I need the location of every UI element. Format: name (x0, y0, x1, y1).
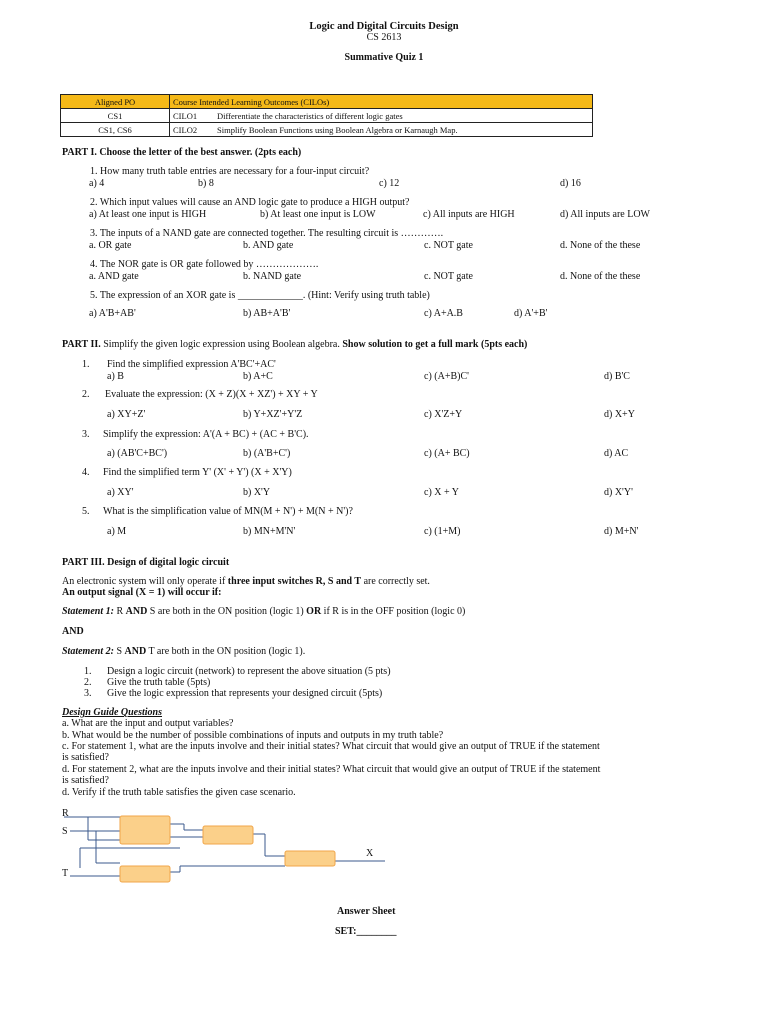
choice-c: c) 12 (379, 178, 400, 189)
statement-2-label: Statement 2: (62, 646, 114, 657)
choice-b: b) MN+M'N' (243, 526, 296, 537)
part3-condition: An output signal (X = 1) will occur if: (62, 587, 222, 598)
question-number: 5. (82, 506, 90, 517)
question-number: 4. (82, 467, 90, 478)
guide-item: d. For statement 2, what are the inputs involve and their initial states? What circuit that would give an output of TRUE if the statement (62, 764, 601, 775)
task-number: 1. (84, 666, 92, 677)
document-title: Logic and Digital Circuits Design (309, 21, 459, 32)
choice-d: d) AC (604, 448, 629, 459)
question-number: 1. (82, 359, 90, 370)
output-label-x: X (366, 848, 374, 859)
table-row (61, 109, 593, 123)
choice-a: a. OR gate (89, 240, 132, 251)
set-label: SET: (335, 926, 357, 937)
statement-2 (62, 646, 305, 658)
table-cell-desc: Differentiate the characteristics of different logic gates (214, 109, 593, 123)
guide-item: c. For statement 1, what are the inputs involve and their initial states? What circuit that would give an output of TRUE if the statement (62, 741, 600, 752)
task-text: Design a logic circuit (network) to represent the above situation (5 pts) (107, 666, 391, 677)
choice-c: c. NOT gate (424, 240, 473, 251)
choice-c: c) X'Z+Y (424, 409, 463, 420)
answer-sheet-title: Answer Sheet (337, 906, 396, 917)
table-cell-code: CILO1 (170, 109, 215, 123)
question-text: Simplify the expression: A'(A + BC) + (AC + B'C). (103, 429, 309, 440)
part3-heading: PART III. Design of digital logic circuit (62, 557, 230, 568)
logic-gate-3 (120, 866, 170, 882)
table-cell-code: CILO2 (170, 123, 215, 137)
table-header-cilo: Course Intended Learning Outcomes (CILOs) (170, 95, 593, 109)
choice-b: b) Y+XZ'+Y'Z (243, 409, 303, 420)
choice-d: d) A'+B' (514, 308, 548, 319)
choice-a: a) XY+Z' (107, 409, 146, 420)
choice-c: c) A+A.B (424, 308, 463, 319)
choice-c: c) (A+B)C' (424, 371, 469, 382)
choice-d: d) All inputs are LOW (560, 209, 650, 220)
intro-text-end: are correctly set. (361, 576, 430, 587)
logic-gate-1 (120, 816, 170, 844)
choice-d: d. None of the these (560, 271, 641, 282)
statement-text: T are both in the ON position (logic 1). (146, 646, 306, 657)
statement-keyword: OR (306, 606, 322, 617)
input-label-r: R (62, 808, 69, 819)
choice-b: b. NAND gate (243, 271, 302, 282)
choice-b: b. AND gate (243, 240, 294, 251)
choice-b: b) A+C (243, 371, 273, 382)
statement-text: R (113, 606, 126, 617)
choice-d: d) B'C (604, 371, 630, 382)
choice-a: a) (AB'C+BC') (107, 448, 168, 459)
choice-b: b) At least one input is LOW (260, 209, 376, 220)
choice-a: a) XY' (107, 487, 134, 498)
table-cell-po: CS1, CS6 (61, 123, 170, 137)
logic-gate-output (285, 851, 335, 866)
table-cell-po: CS1 (61, 109, 170, 123)
statement-keyword: AND (125, 606, 148, 617)
and-connector: AND (62, 626, 84, 637)
choice-a: a) 4 (89, 178, 105, 189)
table-header-po: Aligned PO (61, 95, 170, 109)
choice-d: d) X+Y (604, 409, 635, 420)
choice-c: c) All inputs are HIGH (423, 209, 515, 220)
intro-emphasis: three input switches R, S and T (227, 576, 362, 587)
table-header-row (61, 95, 593, 109)
question-text: Find the simplified expression A'BC'+AC' (107, 359, 276, 370)
set-blank: ________ (356, 926, 397, 937)
course-code: CS 2613 (366, 32, 402, 43)
part3-intro (62, 576, 430, 588)
choice-d: d) M+N' (604, 526, 639, 537)
choice-a: a. AND gate (89, 271, 139, 282)
choice-c: c) (1+M) (424, 526, 461, 537)
task-text: Give the truth table (5pts) (107, 677, 211, 688)
guide-item: d. Verify if the truth table satisfies the given case scenario. (62, 787, 296, 798)
choice-d: d) 16 (560, 178, 581, 189)
choice-c: c) X + Y (424, 487, 459, 498)
statement-text: if R is in the OFF position (logic 0) (321, 606, 466, 617)
input-label-t: T (62, 868, 69, 879)
statement-1-label: Statement 1: (62, 606, 114, 617)
question-text: 3. The inputs of a NAND gate are connected together. The resulting circuit is …………. (90, 228, 444, 239)
choice-b: b) AB+A'B' (243, 308, 291, 319)
choice-b: b) (A'B+C') (243, 448, 291, 459)
question-text: Find the simplified term Y' (X' + Y') (X + X'Y) (103, 467, 292, 478)
guide-item: b. What would be the number of possible combinations of inputs and outputs in my truth table? (62, 730, 444, 741)
table-cell-desc: Simplify Boolean Functions using Boolean Algebra or Karnaugh Map. (214, 123, 593, 137)
task-number: 3. (84, 688, 92, 699)
guide-title: Design Guide Questions (62, 707, 163, 718)
choice-d: d. None of the these (560, 240, 641, 251)
choice-a: a) At least one input is HIGH (89, 209, 207, 220)
part2-heading-emphasis: Show solution to get a full mark (5pts each) (342, 339, 528, 350)
part2-heading-text: Simplify the given logic expression using Boolean algebra. (100, 339, 343, 350)
quiz-title: Summative Quiz 1 (344, 52, 424, 63)
choice-a: a) M (107, 526, 127, 537)
logic-circuit-diagram (60, 808, 390, 886)
choice-d: d) X'Y' (604, 487, 633, 498)
question-text: 1. How many truth table entries are necessary for a four-input circuit? (90, 166, 370, 177)
question-text: What is the simplification value of MN(M + N') + M(N + N')? (103, 506, 353, 517)
task-text: Give the logic expression that represents your designed circuit (5pts) (107, 688, 383, 699)
choice-c: c. NOT gate (424, 271, 473, 282)
statement-text: S are both in the ON position (logic 1) (147, 606, 307, 617)
part1-heading: PART I. Choose the letter of the best answer. (2pts each) (62, 147, 302, 158)
part2-heading (62, 339, 527, 351)
task-number: 2. (84, 677, 92, 688)
guide-item: is satisfied? (62, 775, 109, 786)
question-number: 3. (82, 429, 90, 440)
choice-c: c) (A+ BC) (424, 448, 470, 459)
statement-keyword: AND (124, 646, 147, 657)
question-number: 2. (82, 389, 90, 400)
cilo-table (60, 94, 593, 137)
choice-b: b) X'Y (243, 487, 271, 498)
statement-text: S (113, 646, 125, 657)
intro-text: An electronic system will only operate if (62, 576, 228, 587)
choice-a: a) B (107, 371, 124, 382)
choice-a: a) A'B+AB' (89, 308, 136, 319)
question-text: 4. The NOR gate is OR gate followed by ………………. (90, 259, 319, 270)
logic-gate-2 (203, 826, 253, 844)
question-text: Evaluate the expression: (X + Z)(X + XZ') + XY + Y (105, 389, 318, 400)
choice-b: b) 8 (198, 178, 214, 189)
statement-1 (62, 606, 465, 618)
guide-item: is satisfied? (62, 752, 109, 763)
input-label-s: S (62, 826, 68, 837)
set-field (335, 926, 397, 938)
question-text: 5. The expression of an XOR gate is _____________. (Hint: Verify using truth table) (90, 290, 430, 301)
question-text: 2. Which input values will cause an AND logic gate to produce a HIGH output? (90, 197, 410, 208)
part2-heading-label: PART II. (62, 339, 101, 350)
table-row (61, 123, 593, 137)
guide-item: a. What are the input and output variables? (62, 718, 234, 729)
